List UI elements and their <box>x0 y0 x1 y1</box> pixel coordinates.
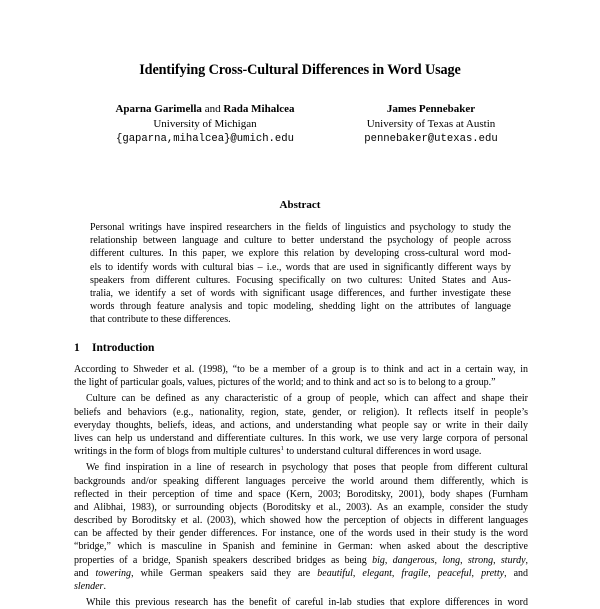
italic-word: slender <box>74 581 104 592</box>
abstract-line: tralia, we identify a set of words with significant usage differences, and further investigate these <box>90 287 511 299</box>
body-line: backgrounds and/or speaking different languages perceive the world around them differently, which is <box>74 475 528 487</box>
author-name-garimella: Aparna Garimella <box>115 103 202 115</box>
italic-word: elegant <box>362 567 392 579</box>
body-line: everyday thoughts, beliefs, ideas, and actions, and understanding what people say or write in their daily <box>74 419 528 431</box>
italic-word: pretty <box>481 567 505 579</box>
italic-word: dangerous <box>392 554 435 566</box>
italic-word: towering <box>95 567 132 579</box>
abstract-line: els to identify words with cultural bias – i.e., words that are used in significantly different ways by <box>90 261 511 273</box>
body-line: the light of particular goals, values, pictures of the world; and to think and act so is to belong to a group.” <box>74 377 496 389</box>
italic-word: fragile <box>401 567 429 579</box>
body-line: reflected in their perception of time and space (Kern, 2003; Boroditsky, 2001), body shapes (Furnham <box>74 488 528 500</box>
italic-word: big <box>372 554 385 566</box>
body-text: , and <box>504 567 529 579</box>
italic-word: strong <box>467 554 494 566</box>
paper-title: Identifying Cross-Cultural Differences in Word Usage <box>139 62 461 78</box>
abstract-line: Personal writings have inspired researchers in the fields of linguistics and psychology to study the <box>90 222 511 233</box>
italic-word: sturdy <box>500 554 526 566</box>
section-heading-introduction <box>74 342 154 354</box>
body-text: , <box>525 554 529 566</box>
abstract-line: speakers from different cultures. Focusing specifically on two cultures: United States and Aus- <box>90 274 511 286</box>
author-affiliation: University of Texas at Austin <box>366 118 496 130</box>
body-line: properties of a bridge, Spanish speakers described bridges as being big, dangerous, long, strong, sturdy, <box>74 554 529 566</box>
body-text: , while German speakers said they are <box>131 567 318 579</box>
body-line: and Alibhai, 1983), or surrounding objects (Boroditsky et al., 2003). As an example, consider the study <box>74 501 528 513</box>
author-affiliation: University of Michigan <box>153 118 257 130</box>
footnote-marker[interactable]: 1 <box>280 445 284 453</box>
body-line: described by Boroditsky et al. (2003), which showed how the perception of objects in different languages <box>74 515 528 527</box>
italic-word: peaceful <box>437 567 472 579</box>
abstract-line: relationship between language and culture to better understand the psychology of people across <box>90 235 511 247</box>
italic-word: long <box>442 554 461 566</box>
body-line: lives can help us understand and differentiate cultures. In this work, we use very large corpora of personal <box>74 432 528 444</box>
author-conjunction: and <box>204 103 221 115</box>
abstract-line: words through feature analysis and topic modeling, shedding light on the attributes of language <box>90 301 511 313</box>
body-line: We find inspiration in a line of research in psychology that poses that people from different cultural <box>86 462 528 474</box>
body-line: Culture can be defined as any characteristic of a group of people, which can affect and shape their <box>86 393 528 405</box>
abstract-heading: Abstract <box>279 199 321 211</box>
author-email: pennebaker@utexas.edu <box>364 133 498 145</box>
author-block-texas <box>326 102 536 147</box>
abstract-line: that contribute to these differences. <box>90 314 231 326</box>
body-line: can be affected by their gender differences. For instance, one of the words used in their study is the word <box>74 528 528 540</box>
author-email: {gaparna,mihalcea}@umich.edu <box>115 133 294 145</box>
body-line: and towering, while German speakers said they are beautiful, elegant, fragile, peaceful, pretty, and <box>74 567 529 579</box>
abstract-text <box>90 221 511 327</box>
body-text: to understand cultural differences in word usage. <box>283 446 482 458</box>
abstract-line: different cultures. In this paper, we explore this relation by developing cross-cultural word mod- <box>90 248 511 260</box>
body-text: writings in the form of blogs from multiple cultures <box>74 446 281 458</box>
body-line: While this previous research has the benefit of careful in-lab studies that explore differences in word <box>86 597 528 609</box>
section-number: 1 <box>74 342 80 354</box>
body-text: . <box>103 581 106 592</box>
body-text: properties of a bridge, Spanish speakers described bridges as being <box>74 554 373 566</box>
body-text: and <box>74 567 96 579</box>
body-line: beliefs and behaviors (e.g., nationality, region, state, gender, or religion). It reflects itself in people’s <box>74 406 528 418</box>
italic-word: beautiful <box>317 567 353 579</box>
author-name-mihalcea: Rada Mihalcea <box>223 103 295 115</box>
author-names <box>70 102 340 117</box>
body-line: According to Shweder et al. (1998), “to be a member of a group is to think and act in a certain way, in <box>74 364 528 375</box>
introduction-body <box>74 363 528 609</box>
author-block-michigan <box>70 102 340 147</box>
body-line <box>74 445 528 458</box>
author-name-pennebaker: James Pennebaker <box>386 103 476 115</box>
body-line: “bridge,” which is masculine in Spanish and feminine in German: when asked about the descriptive <box>74 541 528 553</box>
section-title: Introduction <box>92 342 155 354</box>
body-line <box>74 580 528 593</box>
